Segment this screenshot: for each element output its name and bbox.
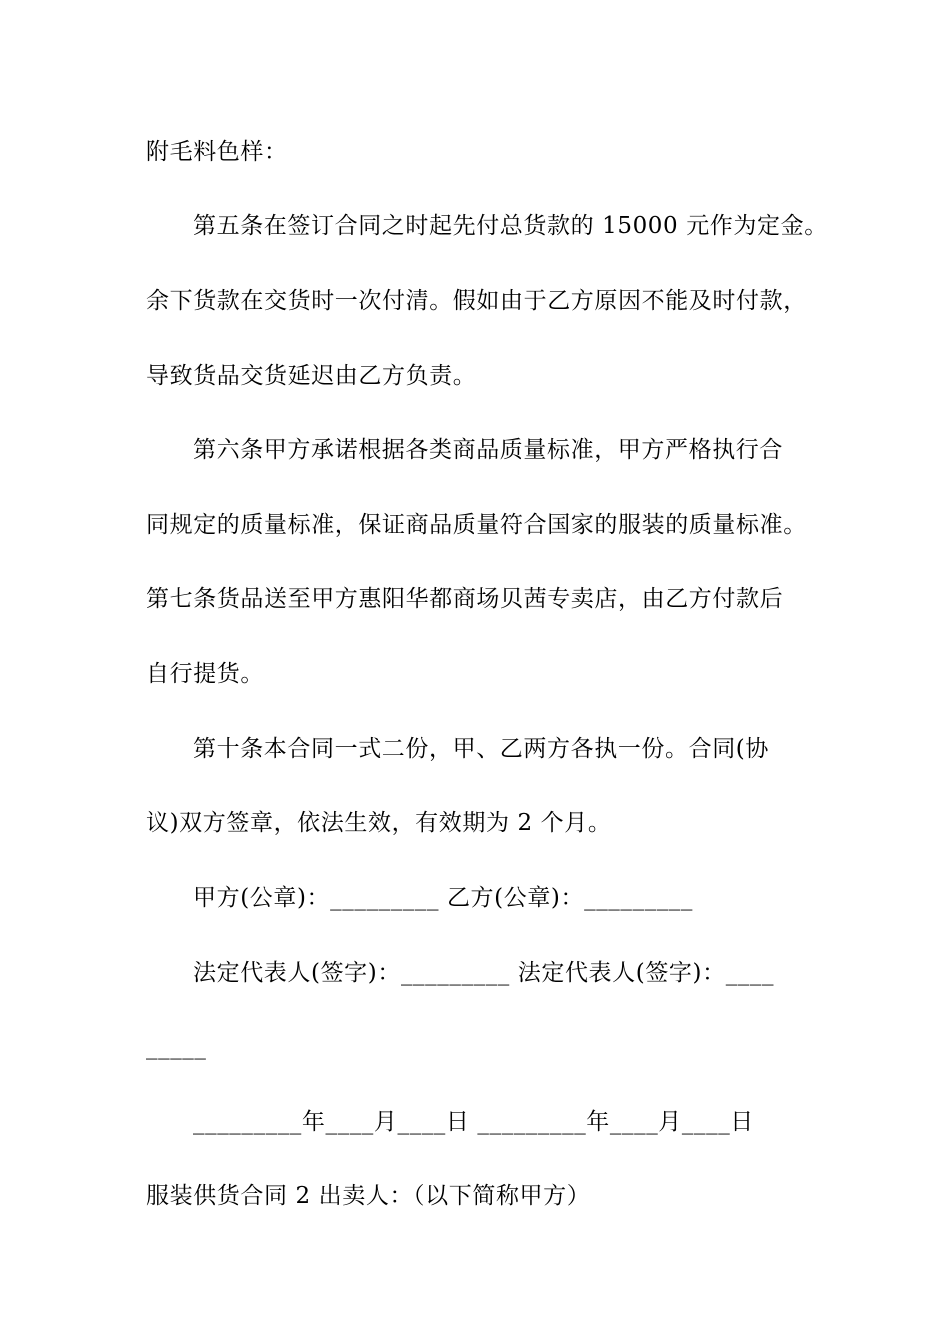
text-line-article-7: 第七条货品送至甲方惠阳华都商场贝茜专卖店，由乙方付款后 <box>146 586 784 612</box>
text-line-article-10: 第十条本合同一式二份，甲、乙两方各执一份。合同(协 <box>193 736 769 762</box>
text-line-article-6: 第六条甲方承诺根据各类商品质量标准，甲方严格执行合 <box>193 437 783 463</box>
text-line-article-7-end: 自行提货。 <box>146 661 264 687</box>
signature-representative-cont: _____ <box>146 1034 207 1060</box>
signature-representative-line: 法定代表人(签字)：_________ 法定代表人(签字)：____ <box>193 960 775 986</box>
text-line-article-5-end: 导致货品交货延迟由乙方负责。 <box>146 363 477 389</box>
text-line-article-6-cont: 同规定的质量标准，保证商品质量符合国家的服装的质量标准。 <box>146 512 807 538</box>
text-line-article-5: 第五条在签订合同之时起先付总货款的 15000 元作为定金。 <box>193 213 828 239</box>
next-contract-heading: 服装供货合同 2 出卖人：（以下简称甲方） <box>146 1183 591 1209</box>
signature-seal-line: 甲方(公章)：_________ 乙方(公章)：_________ <box>193 885 694 911</box>
text-line-article-10-cont: 议)双方签章，依法生效，有效期为 2 个月。 <box>146 810 612 836</box>
date-line: _________年____月____日 _________年____月____日 <box>193 1109 754 1135</box>
text-line-attachment: 附毛料色样： <box>146 139 288 165</box>
text-line-article-5-cont: 余下货款在交货时一次付清。假如由于乙方原因不能及时付款， <box>146 288 807 314</box>
